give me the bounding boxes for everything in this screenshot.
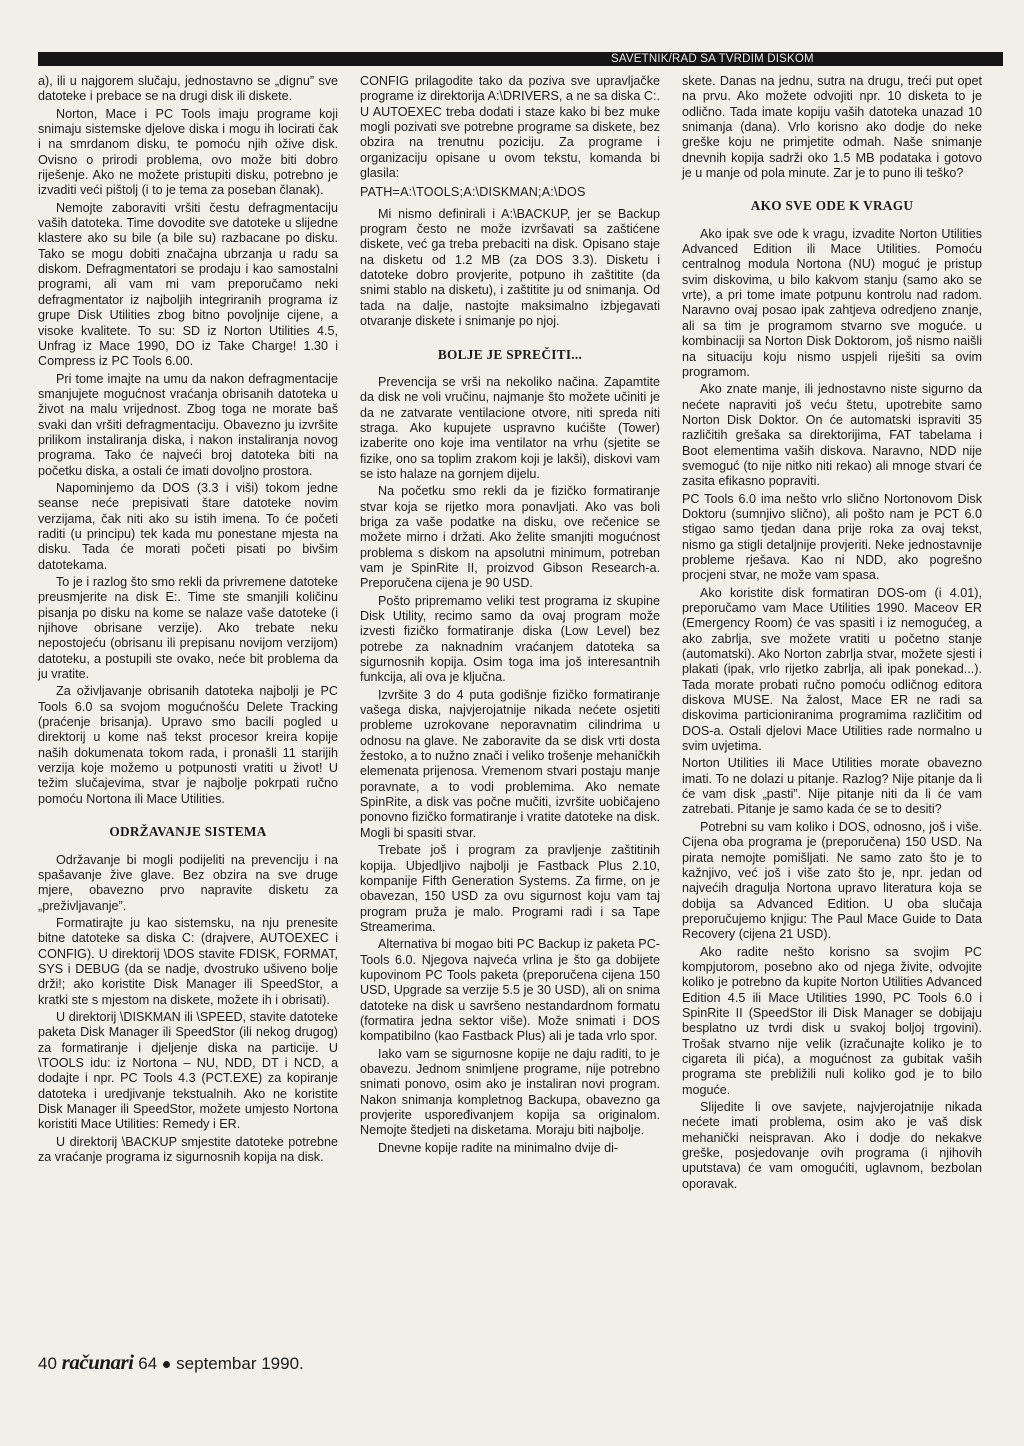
paragraph: Ako radite nešto korisno sa svojim PC kompjutorom, posebno ako od njega živite, odvojite koliko je potrebno da kupite Norton Utilities Advanced Edition 4.5 ili Mace Utilities 1990, PC Tools 6.0 i SpinRite II (SpeedStor ili Disk Manager se dobijaju besplatno uz tvrdi disk u svakoj boljoj trgovini). Trošak stvarno nije velik (izračunajte koliko je to cigareta ili pića), a mogućnost za gubitak vaših programa ste prebližili nuli koliko god je to bilo moguće.	[682, 944, 982, 1097]
paragraph: Mi nismo definirali i A:\BACKUP, jer se Backup program često ne može izvršavati sa zaštićene diskete, već ga treba prebaciti na disk. Opisano staje na disketu od 1.2 MB (za DOS 3.3). Disketu i datoteke dobro provjerite, potpuno ih zaštitite (da snimi stablo na disketu), i zaštitite ju od snimanja. Od tada na dalje, nastojte maksimalno izbjegavati otvaranje diskete i snimanje po njoj.	[360, 206, 660, 329]
section-title: SAVETNIK/RAD SA TVRDIM DISKOM	[611, 53, 814, 65]
path-command: PATH=A:\TOOLS;A:\DISKMAN;A:\DOS	[360, 185, 586, 200]
paragraph: Ako koristite disk formatiran DOS-om (i 4.01), preporučamo vam Mace Utilities 1990. Maceov ER (Emergency Room) će vas spasiti i iz nemogućeg, a ako zabrlja, sve možete vratiti u početno stanje (automatski). Ako Norton zabrlja stvar, možete sjesti i plakati (ipak, vrlo rijetko zabrlja, ali ipak ponekad...). Tada morate probati ručno pomoću odličnog editora diskova MUSE. Na žalost, Mace ER ne radi sa diskovima particioniranima programima različitim od DOS-a. Ostali djelovi Mace Utilities rade normalno u svim uvjetima.	[682, 585, 982, 754]
issue-date: septembar 1990.	[176, 1354, 304, 1373]
paragraph: Iako vam se sigurnosne kopije ne daju raditi, to je obavezu. Jednom snimljene programe, nije potrebno snimati ponovo, osim ako je instaliran novi program. Nakon snimanja kompletnog Backupa, obavezno ga provjerite uspoređivanjem kopija sa originalom. Nemojte štedjeti na disketama. Moraju biti najbolje.	[360, 1046, 660, 1138]
paragraph: Norton Utilities ili Mace Utilities morate obavezno imati. To ne dolazi u pitanje. Razlog? Nije pitanje da li će vam disk „pasti”. Nije pitanje niti da li će vam zatrebati. Pitanje je samo kada će se to desiti?	[682, 756, 982, 817]
page-footer	[38, 1350, 304, 1374]
bullet-icon	[163, 1361, 170, 1368]
column-2	[360, 74, 660, 1364]
paragraph: skete. Danas na jednu, sutra na drugu, treći put opet na prvu. Ako možete odvojiti npr. 10 disketa to je odlično. Tada imate kopiju vaših datoteka unazad 10 snimanja (dana). Vrlo korisno ako dodje do neke greške koju ne primjetite odmah. Naše snimanje dnevnih kopija sadrži oko 1.5 MB podataka i gotovo je u manje od pola minute. Zar je to puno ili teško?	[682, 74, 982, 181]
paragraph: Potrebni su vam koliko i DOS, odnosno, još i više. Cijena oba programa je (preporučena) 150 USD. Na pirata nemojte pomišljati. Ne samo zato što je to kažnjivo, već još i više zato što je, npr. jedan od najvećih dragulja Nortona upravo literatura koja se dobija sa Advanced Edition. U oba slučaja preporučujemo knjigu: The Paul Mace Guide to Data Recovery (cijena 21 USD).	[682, 819, 982, 942]
paragraph: Dnevne kopije radite na minimalno dvije di-	[378, 1140, 619, 1155]
paragraph: Nemojte zaboraviti vršiti čestu defragmentaciju vaših datoteka. Time dovodite sve datoteke u slijedne klastere ako su bile (a bile su) razbacane po disku. Tako se mogu dobiti značajna ubrzanja u radu sa diskom. Defragmentatori se prodaju i kao samostalni programi, ali vam mi vam preporučamo neki defragmentator iz najboljih integriranih programa iz grupe Disk Utilities zbog bitno povoljnije cijene, a visoke kvalitete. To su: SD iz Norton Utilities 4.5, Unfrag iz Mace 1990, DO iz Take Charge! 1.30 i Compress iz PC Tools 6.00.	[38, 200, 338, 369]
paragraph: Slijedite li ove savjete, najvjerojatnije nikada nećete imati problema, osim ako je vaš disk mehanički neispravan. Ako i dodje do nekakve greške, posjedovanje ovih programa (i njihovih uputstava) će vam omogućiti, uglavnom, bezbolan oporavak.	[682, 1100, 982, 1191]
paragraph: Prevencija se vrši na nekoliko načina. Zapamtite da disk ne voli vručinu, najmanje što možete učiniti je da ne zatvarate ventilacione otvore, niti spreda niti straga. Ako kupujete uspravno kućište (Tower) izaberite ono koje ima ventilator na vrhu (sjetite se fizike, ono sa toplim zrakom koji je lakši), diskovi vam se isto halaze na gornjem dijelu.	[360, 374, 660, 481]
magazine-logo: računari	[61, 1350, 134, 1374]
column-1	[38, 74, 338, 1344]
paragraph: U direktorij \DISKMAN ili \SPEED, stavite datoteke paketa Disk Manager ili SpeedStor (ili nekog drugog) za formatiranje i djeljenje diska na particije. U \TOOLS idu: iz Nortona – NU, NDD, DT i NCD, a dodajte i npr. PC Tools 4.3 (PCT.EXE) za kopiranje datoteka i uredjivanje tekstualnih. Ako ne koristite Disk Manager ili SpeedStor, možete umjesto Nortona koristiti Mace Utilities: Remedy i ER.	[38, 1009, 338, 1132]
heading-ako-sve-ode-k-vragu: AKO SVE ODE K VRAGU	[750, 199, 914, 215]
paragraph: CONFIG prilagodite tako da poziva sve upravljačke programe iz direktorija A:\DRIVERS, a ne sa diska C:. U AUTOEXEC treba dodati i staze kako bi bez muke mogli pozivati sve potrebne programe sa diskete, bez obzira na trenutnu poziciju. Za programe i organizaciju opisane u ovom tekstu, komanda bi glasila:	[360, 74, 660, 181]
heading-bolje-je-spreciti: BOLJE JE SPREČITI...	[437, 347, 583, 363]
paragraph: Ako ipak sve ode k vragu, izvadite Norton Utilities Advanced Edition ili Mace Utilities. Pomoću centralnog modula Nortona (NU) moguć je pristup svim diskovima, u bilo kakvom stanju (samo ako se vrte), a pri tome imate potpunu kontrolu nad radom. Naravno ovaj posao ipak zahtjeva odredjeno znanje, ali sa tim je programom stvarno sve moguće. u kombinaciji sa Norton Disk Doktorom, još nismo naišli na situaciju koju nismo uspjeli riješiti sa ovim programom.	[682, 226, 982, 379]
heading-odrzavanje-sistema: ODRŽAVANJE SISTEMA	[109, 825, 267, 841]
issue-number: 64	[138, 1354, 158, 1373]
column-3	[682, 74, 982, 1191]
page-number: 40	[38, 1354, 57, 1373]
paragraph: Održavanje bi mogli podijeliti na prevenciju i na spašavanje žive glave. Bez obzira na sve druge mjere, obavezno prvo napravite disketu za „preživljavanje”.	[38, 852, 338, 913]
paragraph: To je i razlog što smo rekli da privremene datoteke preusmjerite na disk E:. Time ste smanjili količinu pisanja po disku na kome se nalaze vaše datoteke (i njihove obrisane verzije). Ako trebate neku nepostojeću (obrisanu ili prepisanu novijom verzijom) datoteku, a postupili ste ovako, neće bit problema da ju vratite.	[38, 575, 338, 682]
paragraph: Izvršite 3 do 4 puta godišnje fizičko formatiranje vašega diska, najvjerojatnije nikada nećete osjetiti probleme uzrokovane neporavnatim cilindrima u odnosu na glave. Ne zaboravite da se disk vrti dosta žestoko, a to nužno znači i veliko trošenje mehaničkih elemenata prijenosa. Vremenom stvari postaju manje poravnate, a to vodi problemima. Ako nemate SpinRite, a disk vas počne mučiti, izvršite uobičajeno ponovno fizičko formatiranje i vratite datoteke na disk. Mogli bi spasiti stvar.	[360, 687, 660, 840]
paragraph: Norton, Mace i PC Tools imaju programe koji snimaju sistemske djelove diska i mogu ih locirati čak i na smrdanom disku, te pomoću njih ožive disk. Ovisno o prirodi problema, ovo može biti dobro riješenje. Ako ne možete pristupiti disku, potrebno je izvaditi veći pištolj (i to je tema za poseban članak).	[38, 106, 338, 198]
paragraph: Pri tome imajte na umu da nakon defragmentacije smanjujete mogućnost vraćanja obrisanih datoteka u život na malu vrijednost. Zbog toga ne morate baš svaki dan vršiti defragmentaciju. Obavezno ju izvršite prilikom instaliranja diska, i nakon instaliranja novog programa. Tako će najveći broj datoteka biti na početku diska, a ostali će imati dovoljno prostora.	[38, 371, 338, 478]
paragraph: Trebate još i program za pravljenje zaštitinih kopija. Ubjedljivo najbolji je Fastback Plus 2.10, kompanije Fifth Generation Systems. Za firme, on je obavezan, 150 USD za ovu sigurnost koju vam taj program pruža je malo. Programi radi i sa Tape Streamerima.	[360, 843, 660, 934]
paragraph: U direktorij \BACKUP smjestite datoteke potrebne za vraćanje programa iz sigurnosnih kopija na disk.	[38, 1134, 338, 1165]
paragraph: Pošto pripremamo veliki test programa iz skupine Disk Utility, recimo samo da ovaj program može izvesti fizičko formatiranje diska (Low Level) bez potrebe za naknadnim vraćanjem datoteka sa sigurnosnih kopija. Osim toga ima još interesantnih funkcija, ali ova je ključna.	[360, 593, 660, 685]
paragraph: a), ili u najgorem slučaju, jednostavno se „dignu” sve datoteke i prebace se na drugi disk ili diskete.	[38, 74, 338, 104]
paragraph: Ako znate manje, ili jednostavno niste sigurno da nećete napraviti još veću štetu, upotrebite samo Norton Disk Doktor. On će automatski ispraviti 35 različitih grešaka sa direktorijima, FAT tabelama i Boot elementima vaših diskova. Naravno, NDD nije svemoguć (to nije nitko niti rekao) ali mnoge stvari će zasita efikasno popraviti.	[682, 382, 982, 489]
paragraph: Za oživljavanje obrisanih datoteka najbolji je PC Tools 6.0 sa svojom mogućnošću Delete Tracking (praćenje brisanja). Upravo smo bacili pogled u direktorij u kome naš tekst procesor kreira kopije naših dokumenata tokom rada, i pronašli 11 starijih verzija koje možemo u potpunosti vratiti u život! U težim slučajevima, stvar je najbolje pokrpati ručno pomoću Nortona ili Mace Utilities.	[38, 684, 338, 806]
section-header-bar	[38, 52, 1003, 66]
paragraph: Na početku smo rekli da je fizičko formatiranje stvar koja se rijetko mora ponavljati. Ako vas boli briga za vaše podatke na disku, ove rečenice se možete mirno i držati. Ako želite smanjiti mogućnost problema s diskom na apsolutni minimum, potreban vam je SpinRite II, proizvod Gibson Research-a. Preporučena cijena je 90 USD.	[360, 484, 660, 591]
paragraph: Alternativa bi mogao biti PC Backup iz paketa PC-Tools 6.0. Njegova najveća vrlina je što ga dobijete kupovinom PC Tools paketa (preporučena cijena 150 USD, Upgrade sa verzije 5.5 je 30 USD), ali on snima datoteke na disk u savršeno nestandardnom formatu (formatira jedna sektor više). Može snimati i DOS kompatibilno (kao Fastback Plus) ali je tada vrlo spor.	[360, 937, 660, 1044]
paragraph: Napominjemo da DOS (3.3 i viši) tokom jedne seanse neće prepisivati štare datoteke novim verzijama, čak niti ako su istih imena. To će početi raditi (u principu) tek kada mu ponestane mjesta na disku. Tada će morati početi pisati po bivšim datotekama.	[38, 480, 338, 572]
paragraph: PC Tools 6.0 ima nešto vrlo slično Nortonovom Disk Doktoru (sumnjivo slično), ali pošto nam je PCT 6.0 stigao samo tjedan dana prije roka za ovaj tekst, nismo ga stigli detaljnije provjeriti. Neke jednostavnije probleme rješava. Kao ni NDD, ako pogrešno procjeni stvar, ne može vam spasa.	[682, 491, 982, 583]
paragraph: Formatirajte ju kao sistemsku, na nju prenesite bitne datoteke sa diska C: (drajvere, AUTOEXEC i CONFIG). U direktorij \DOS stavite FDISK, FORMAT, SYS i DEBUG (da se nadje, dvostruko ušiveno bolje drži!; ako koristite Disk Manager ili SpeedStor, a kratki ste s mjestom na diskete, možete ih i obrisati).	[38, 915, 338, 1007]
